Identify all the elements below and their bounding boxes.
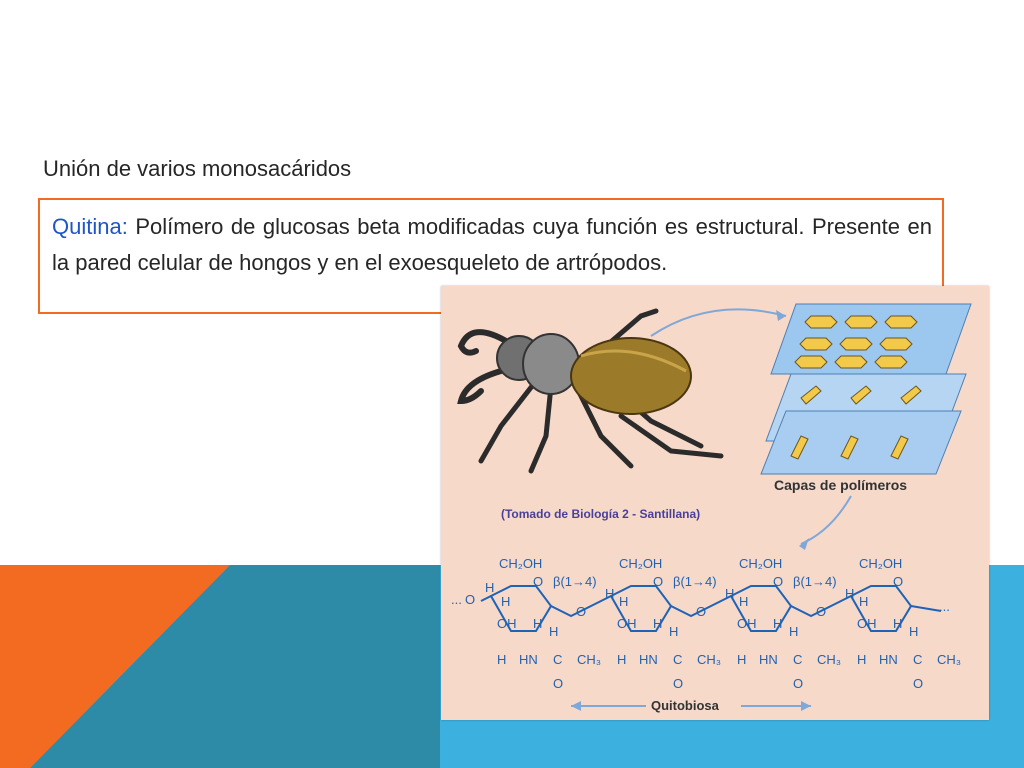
c-label-1: C [553, 652, 563, 667]
bond-label-3: β(1→4) [793, 574, 837, 589]
arrow-to-structure [801, 496, 851, 544]
bridge-oxygen-2: O [696, 604, 707, 619]
arrow-to-layers [651, 309, 786, 336]
c-label-2: C [673, 652, 683, 667]
h-label-4c: H [893, 616, 903, 631]
ch2oh-label-1: CH₂OH [499, 556, 543, 571]
h-label-3c: H [773, 616, 783, 631]
bridge-oxygen-1: O [576, 604, 587, 619]
layers-caption: Capas de polímeros [774, 477, 908, 493]
hn-label-4: HN [879, 652, 898, 667]
h-label-3d: H [789, 624, 799, 639]
h-label-2b: H [619, 594, 629, 609]
bridge-oxygen-3: O [816, 604, 827, 619]
ch3-label-1: CH₃ [577, 652, 602, 667]
definition-text: Polímero de glucosas beta modificadas cuya función es estructural. Presente en la pared celular de hongos y en el exoesqueleto de artrópodos. [52, 214, 932, 275]
left-end-oxygen: O [465, 592, 476, 607]
hn-label-3: HN [759, 652, 778, 667]
c-label-3: C [793, 652, 803, 667]
c-label-4: C [913, 652, 923, 667]
carbonyl-o-label-4: O [913, 676, 924, 691]
ring-oxygen-1: O [533, 574, 544, 589]
bond-label-1: β(1→4) [553, 574, 597, 589]
carbonyl-o-label-2: O [673, 676, 684, 691]
ch2oh-label-2: CH₂OH [619, 556, 663, 571]
ring-oxygen-4: O [893, 574, 904, 589]
h-label-4d: H [909, 624, 919, 639]
left-ellipsis: ... [451, 592, 462, 607]
h-label-1d: H [549, 624, 559, 639]
h-label-2d: H [669, 624, 679, 639]
dimer-caption: Quitobiosa [651, 698, 719, 713]
carbonyl-o-label-3: O [793, 676, 804, 691]
ch3-label-4: CH₃ [937, 652, 962, 667]
chitin-chemical-structure [451, 556, 961, 691]
ch3-label-3: CH₃ [817, 652, 842, 667]
hn-label-2: HN [639, 652, 658, 667]
h-label-3e: H [737, 652, 747, 667]
h-label-1b: H [501, 594, 511, 609]
polymer-layers [761, 304, 971, 474]
h-label-3a: H [725, 586, 735, 601]
oh-label-1: OH [497, 616, 517, 631]
source-caption: (Tomado de Biología 2 - Santillana) [501, 507, 701, 521]
h-label-1a: H [485, 580, 495, 595]
oh-label-4: OH [857, 616, 877, 631]
ring-oxygen-3: O [773, 574, 784, 589]
ring-oxygen-2: O [653, 574, 664, 589]
h-label-2e: H [617, 652, 627, 667]
oh-label-2: OH [617, 616, 637, 631]
h-label-4e: H [857, 652, 867, 667]
h-label-2a: H [605, 586, 615, 601]
h-label-3b: H [739, 594, 749, 609]
definition-paragraph [52, 209, 932, 281]
h-label-2c: H [653, 616, 663, 631]
ch2oh-label-3: CH₂OH [739, 556, 783, 571]
oh-label-3: OH [737, 616, 757, 631]
definition-term: Quitina: [52, 214, 128, 239]
h-label-4b: H [859, 594, 869, 609]
bond-label-2: β(1→4) [673, 574, 717, 589]
h-label-4a: H [845, 586, 855, 601]
ch2oh-label-4: CH₂OH [859, 556, 903, 571]
h-label-1e: H [497, 652, 507, 667]
hn-label-1: HN [519, 652, 538, 667]
beetle-illustration [461, 311, 721, 471]
slide-subtitle: Unión de varios monosacáridos [43, 156, 352, 181]
carbonyl-o-label-1: O [553, 676, 564, 691]
ch3-label-2: CH₃ [697, 652, 722, 667]
h-label-1c: H [533, 616, 543, 631]
chitin-illustration [441, 286, 989, 720]
chitin-figure [441, 286, 989, 720]
right-ellipsis: ... [939, 599, 950, 614]
